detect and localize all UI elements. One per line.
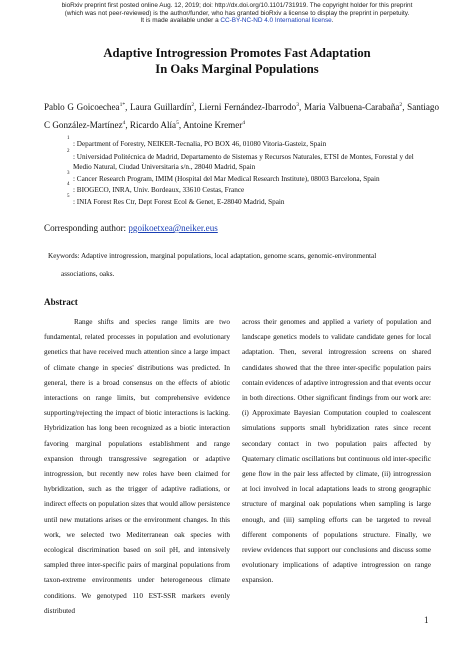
author-affiliation-mark: 2 <box>191 102 195 108</box>
affiliation-5: 5 : INIA Forest Res Ctr, Dept Forest Ecol & Genet, E-28040 Madrid, Spain <box>67 194 285 206</box>
notice-line-1: bioRxiv preprint first posted online Aug. 12, 2019; doi: http://dx.doi.org/10.1101/731919. The copyright holder for this preprint <box>61 2 413 9</box>
abstract-column-left <box>44 315 230 619</box>
affiliation-text: : INIA Forest Res Ctr, Dept Forest Ecol & Genet, E-28040 Madrid, Spain <box>73 198 285 206</box>
paper-title <box>0 45 474 77</box>
author-affiliation-mark: 4 <box>242 120 246 126</box>
affiliation-2: 2 : Universidad Politécnica de Madrid, Departamento de Sistemas y Recursos Naturales, ETSI de Montes, Forestal y del Medio Natural, Ciudad Universitaria s/n., 28040 Madrid, Spain <box>67 149 414 172</box>
affiliation-text: : Cancer Research Program, IMIM (Hospital del Mar Medical Research Institute), 08003 Barcelona, Spain <box>73 175 380 183</box>
author-name: Pablo G Goicoechea <box>44 102 120 112</box>
preprint-notice <box>0 2 474 25</box>
author-name: Ricardo Alía <box>129 120 177 130</box>
page-number: 1 <box>424 615 429 625</box>
keywords-line-1: Keywords: Adaptive introgression, marginal populations, local adaptation, genome scans, genomic-environmental <box>48 252 377 260</box>
author-affiliation-mark: 5 <box>176 120 179 126</box>
notice-line-3-prefix: It is made available under a <box>140 17 221 25</box>
corresponding-author <box>44 222 218 234</box>
author-affiliation-mark: 4 <box>122 120 126 126</box>
affiliation-4: 4 : BIOGECO, INRA, Univ. Bordeaux, 33610 Cestas, France <box>67 182 245 194</box>
affiliation-3: 3 : Cancer Research Program, IMIM (Hospital del Mar Medical Research Institute), 08003 Barcelona, Spain <box>67 171 380 183</box>
author-name: Lierni Fernández-Ibarrodo <box>199 102 297 112</box>
author-name: Laura Guillardín <box>130 102 192 112</box>
author-affiliation-mark: 1* <box>119 102 126 108</box>
notice-line-2: (which was not peer-reviewed) is the author/funder, who has granted bioRxiv a license to display the preprint in perpetuity. <box>64 9 410 17</box>
affiliation-text: : Universidad Politécnica de Madrid, Departamento de Sistemas y Recursos Naturales, ETSI de Montes, Forestal y del Medio Natural, Ciudad Universitaria s/n., 28040 Madrid, Spain <box>73 153 414 172</box>
author-name: Maria Valbuena-Carabaña <box>303 102 400 112</box>
affiliation-text: : Department of Forestry, NEIKER-Tecnalia, PO BOX 46, 01080 Vitoria-Gasteiz, Spain <box>73 140 327 148</box>
author-list: Pablo G Goicoechea$^{1*}$, Laura Guillardín$^2$, Lierni Fernández-Ibarrodo$^3$, Maria Valbuena-Carabaña$^2$, Santiago C González-Martínez$^4$, Ricardo Alía$^5$, Antoine Kremer$^4$ <box>44 102 439 130</box>
author-affiliation-mark: 3 <box>296 102 300 108</box>
affiliation-1: 1 : Department of Forestry, NEIKER-Tecnalia, PO BOX 46, 01080 Vitoria-Gasteiz, Spain <box>67 136 327 148</box>
keywords <box>48 247 430 283</box>
license-link[interactable]: CC-BY-NC-ND 4.0 International license <box>220 17 332 25</box>
keywords-line-2: associations, oaks. <box>61 270 115 278</box>
affiliation-text: : BIOGECO, INRA, Univ. Bordeaux, 33610 Cestas, France <box>73 186 245 194</box>
abstract-text-left: Range shifts and species range limits are two fundamental, related processes in population and evolutionary genetics that have received much attention since a large impact of climate change in species' distributions was predicted. In general, there is a broad consensus on the effects of abiotic interactions on range limits, but comprehensive evidence supporting/rejecting the impact of biotic interactions is lacking. Hybridization has long been recognized as a biotic interaction favoring marginal populations establishment and range expansion through transgressive segregation or adaptive introgression, but recently new roles have been claimed for hybridization, such as the trigger of adaptive radiations, or indirect effects on population sizes that would allow persistence until new mutations arises or the environment changes. In this work, we selected two Mediterranean oak species with ecological discrimination based on soil pH, and intensively sampled three inter-specific pairs of marginal populations from taxon-extreme environments under heterogeneous climate conditions. We genotyped 110 EST-SSR markers evenly distributed <box>44 318 230 615</box>
title-line-1: Adaptive Introgression Promotes Fast Adaptation <box>103 46 371 60</box>
notice-line-3-suffix: . <box>331 17 334 25</box>
abstract-column-right <box>242 315 431 589</box>
author-name: Santiago C González-Martínez <box>44 102 439 130</box>
author-name: Antoine Kremer <box>182 120 243 130</box>
abstract-text-right: across their genomes and applied a variety of population and landscape genetics models to validate candidate genes for local adaptation. Then, several introgression screens on shared candidates showed that the three inter-specific population pairs contain evidences of adaptive introgression and that events occur in both directions. Other significant findings from our work are: (i) Approximate Bayesian Computation coupled to coalescent simulations supports small hybridization rates since recent secondary contact in two population pairs affected by Quaternary climatic oscillations but continuous old inter-specific gene flow in the pair less affected by climate, (ii) introgression at loci involved in local adaptations leads to strong geographic structure of marginal oak populations when sampling is large enough, and (iii) sampling efforts can be targeted to reveal different components of populations structure. Finally, we review evidences that support our conclusions and discuss some evolutionary implications of adaptive introgression on range expansion. <box>242 318 431 585</box>
title-line-2: In Oaks Marginal Populations <box>155 62 319 76</box>
author-affiliation-mark: 2 <box>399 102 403 108</box>
corresponding-author-label: Corresponding author: <box>44 223 129 233</box>
abstract-heading: Abstract <box>44 297 78 307</box>
notice-line-3 <box>0 17 474 25</box>
corresponding-email-link[interactable]: pgoikoetxea@neiker.eus <box>128 223 218 233</box>
